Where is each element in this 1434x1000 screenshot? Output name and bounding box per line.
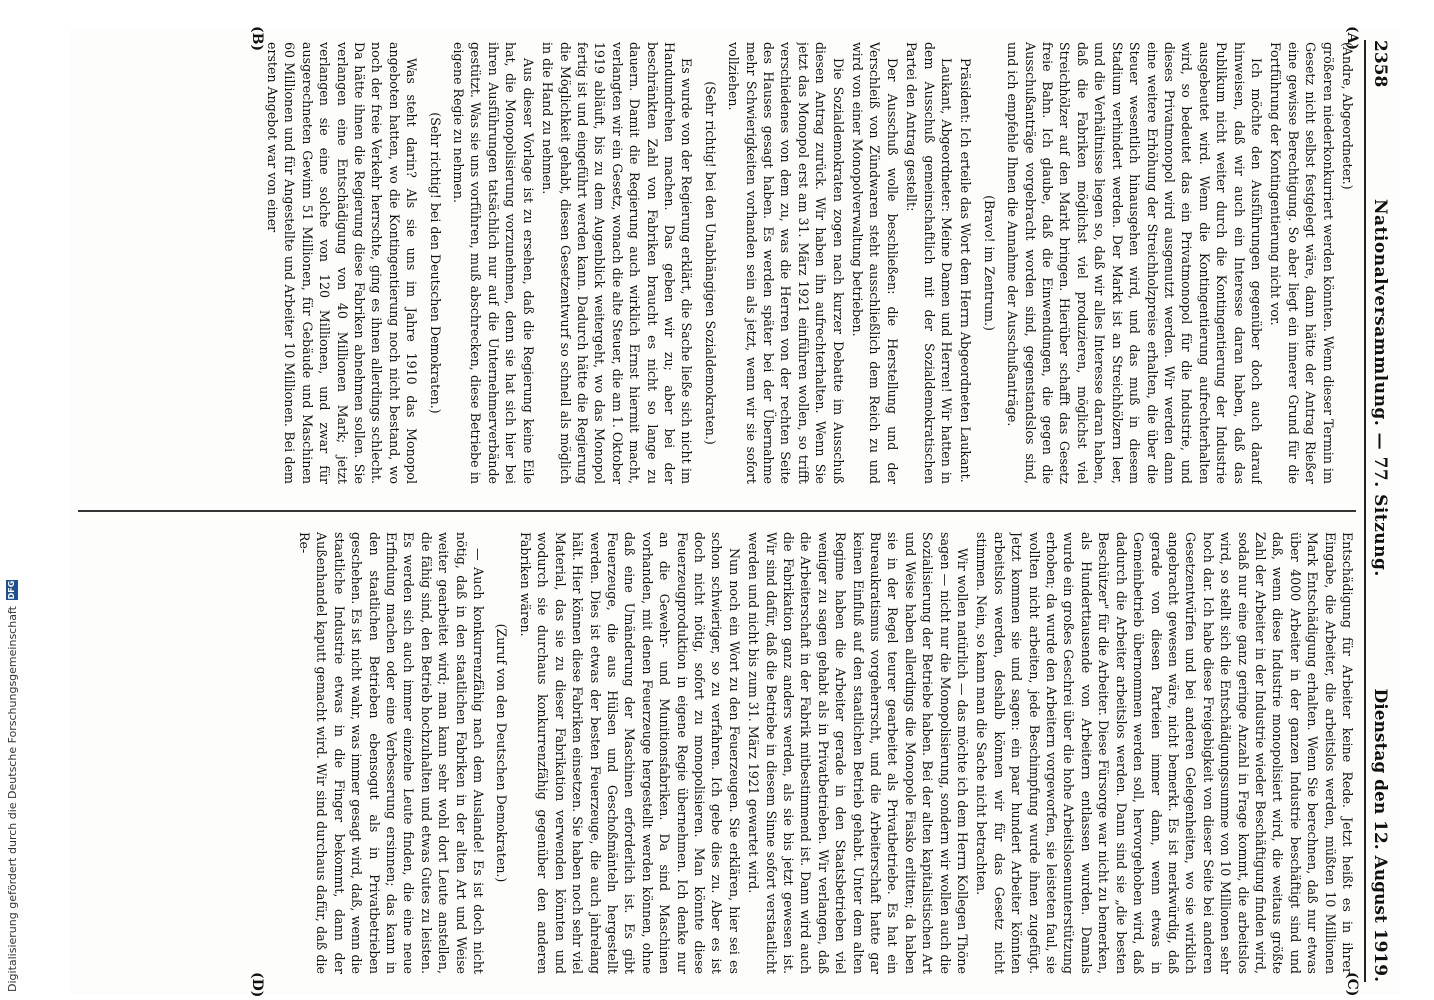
paragraph: Nun noch ein Wort zu den Feuerzeugen. Sie erklären, hier sei es schon schwieriger, so zu verfahren. Ich gebe dies zu. Aber es ist doch nicht nötig, sofort zu monopolisieren. Man könnte diese Feuerzeugproduktion in eigene Regie übernehmen. Ich denke nur an die Gewehr- und Munitionsfabriken. Da sind Maschinen vorhanden, mit denen Feuerzeuge hergestellt werden können, ohne daß eine Umänderung der Maschinen erforderlich ist. Es gibt Feuerzeuge, die aus Hülsen und Geschoßmänteln hergestellt werden. Dies ist etwas der besten Feuerzeuge, die auch jahrelang hält. Hier können diese Fabriken einsetzen. Sie haben noch sehr viel Material, das sie zu dieser Fabrikation verwenden könnten und wodurch sie durchaus konkurrenzfähig gegenüber den anderen Fabriken wären. <box>517 532 742 974</box>
page-header <box>1364 40 1394 982</box>
paragraph: Wir wollen natürlich — das möchte ich dem Herrn Kollegen Thöne sagen — nicht nur die Monopolisierung, sondern wir wollen auch die Sozialisierung der Betriebe haben. Bei der alten kapitalistischen Art und Weise haben allerdings die Monopole Fiasko erlitten; da haben sie in der Regel teurer gearbeitet als Privatbetriebe. Es hat ein Bureaukratismus vorgeherrscht, und die Arbeiterschaft hatte gar keinen Einfluß auf den staatlichen Betrieb gehabt. Unter dem alten Regime haben die Arbeiter gerade in den Staatsbetrieben viel weniger zu sagen gehabt als in Privatbetrieben. Wir verlangen, daß die Arbeiterschaft in der Fabrik mitbestimmend ist. Dann wird auch die Fabrikation ganz anders werden, als sie bis jetzt gewesen ist. Wir sind dafür, daß die Betriebe in diesem Sinne sofort verstaatlicht werden und nicht bis zum 31. März 1921 gewartet wird. <box>746 532 971 974</box>
paragraph: Die Sozialdemokraten zogen nach kurzer Debatte im Ausschuß diesen Antrag zurück. Wir haben ihn aufrechterhalten. Wenn Sie jetzt das Monopol erst am 31. März 1921 einführen wollen, so trifft verschiedenes von dem zu, was die Herren von der rechten Seite des Hauses gesagt haben. Es werden später bei der Übernahme mehr Schwierigkeiten vorhanden sein als jetzt, wenn wir sie sofort vollziehen. <box>726 42 846 484</box>
margin-mark-d: (D) <box>249 972 265 998</box>
dfg-logo-icon: DFG <box>7 580 16 600</box>
running-title: Nationalversammlung. — 77. Sitzung. <box>1370 199 1390 577</box>
paragraph: Aus dieser Vorlage ist zu ersehen, daß die Regierung keine Eile hat, die Monopolisierung vorzunehmen, denn sie hat sich hier bei ihren Ausführungen tatsächlich nur auf die Unternehmerverbände gestützt. Was sie uns vorführen, muß abschrecken, diese Betriebe in eigene Regie zu nehmen. <box>451 42 536 484</box>
digitization-credit <box>4 2 20 992</box>
interjection: (Sehr richtig! bei den Deutschen Demokraten.) <box>427 112 443 414</box>
interjection: (Zuruf von den Deutschen Demokraten.) <box>494 623 510 883</box>
margin-mark-a: (A) <box>1344 26 1360 51</box>
column-divider <box>78 510 1356 512</box>
paragraph: — Auch konkurrenzfähig nach dem Auslande! Es ist doch nicht nötig, daß in den staatlichen Fabriken in der alten Art und Weise weiter gearbeitet wird; man kann sehr wohl dort Leute anstellen, die fähig sind, den Betrieb hochzuhalten und etwas Gutes zu leisten. Es werden sich auch immer einzelne Leute finden, die eine neue Erfindung machen oder eine Verbesserung ersinnen; das kann in den staatlichen Betrieben ebensogut als in Privatbetrieben geschehen. Es ist nicht wahr, was immer gesagt wird, daß, wenn die staatliche Industrie etwas in die Finger bekommt, dann der Außenhandel kaputt gemacht wird. Wir sind durchaus dafür, daß die Re- <box>297 532 487 974</box>
paragraph: Laukant, Abgeordneter: Meine Damen und Herren! Wir hatten in dem Ausschuß gemeinschaftlich mit der Sozialdemokratischen Partei den Antrag gestellt: <box>904 42 955 484</box>
margin-mark-b: (B) <box>249 26 265 52</box>
paragraph: größeren niederkonkurriert werden könnten. Wenn dieser Termin im Gesetz nicht selbst festgelegt wäre, dann hätte der Antrag Rießer eine gewisse Berechtigung. So aber liegt ein innerer Grund für die Fortführung der Kontingentierung nicht vor. <box>1268 42 1336 484</box>
margin-mark-c: (C) <box>1344 972 1360 997</box>
paragraph: Präsident: Ich erteile das Wort dem Herrn Abgeordneten Laukant. <box>958 58 974 483</box>
paragraph: Was steht darin? Als sie uns im Jahre 1910 das Monopol angeboten hatten, wo die Kontingentierung noch nicht bestand, wo noch der freie Verkehr herrschte, ging es ihnen allerdings schlecht. Da hätte ihnen die Regierung diese Fabriken abnehmen sollen. Sie verlangen eine Entschädigung von 40 Millionen Mark; jetzt verlangen sie eine solche von 120 Millionen, und zwar für ausgerechneten Gewinn 51 Millionen, für Gebäude und Maschinen 60 Millionen und für Angestellte und Arbeiter 10 Millionen. Bei dem ersten Angebot war von einer <box>265 42 420 484</box>
page-number: 2358 <box>1370 40 1390 88</box>
scanned-page <box>70 26 1400 998</box>
paragraph: Entschädigung für Arbeiter keine Rede. Jetzt heißt es in ihrer Eingabe, die Arbeiter, die arbeitslos werden, müßten 10 Millionen Mark Entschädigung erhalten. Wenn Sie berechnen, daß nur etwas über 4000 Arbeiter in der ganzen Industrie beschäftigt sind und daß, wenn diese Industrie monopolisiert wird, die weitaus größte Zahl der Arbeiter in der Industrie wieder Beschäftigung finden wird, sodaß nur eine ganz geringe Anzahl in Frage kommt, die arbeitslos wird, so stellt sich die Entschädigungssumme von 10 Millionen sehr hoch dar. Ich habe diese Freigebigkeit von dieser Seite bei anderen Gesetzentwürfen und bei anderen Gelegenheiten, wo sie wirklich angebracht gewesen wäre, nicht bemerkt. Es ist merkwürdig, daß gerade von diesen Parteien immer dann, wenn etwas in Gemeinbetrieb übernommen werden soll, hervorgehoben wird, daß dadurch die Arbeiter arbeitslos werden. Dann sind sie „die besten Beschützer" für die Arbeiter. Diese Fürsorge war nicht zu bemerken, als Hunderttausende von Arbeitern entlassen wurden. Damals wurde ein großes Geschrei über die hohe Arbeitslosenunterstützung erhoben; da wurde den Arbeitern vorgeworfen, sie leisteten faul, sie wollten nicht arbeiten, jede Beschimpfung wurde ihnen zugefügt. Jetzt kommen sie und sagen: ein paar hundert Arbeiter könnten arbeitslos werden, deshalb können wir für das Gesetz nicht stimmen. Nein, so kann man die Sache nicht betrachten. <box>974 532 1355 974</box>
left-column <box>78 42 1356 484</box>
paragraph: Ich möchte den Ausführungen gegenüber doch auch darauf hinweisen, daß wir auch ein Interesse daran haben, daß das Publikum nicht weiter durch die Kontingentierung der Industrie ausgebeutet wird. Wenn die Kontingentierung aufrechterhalten wird, so bedeutet das ein Privatmonopol für die Industrie, und dieses Privatmonopol wird ausgenutzt werden. Wir werden dann eine weitere Erhöhung der Streichholzpreise erhalten, die über die Steuer wesentlich hinausgehen wird, und das muß in diesem Stadium verhindert werden. Der Markt ist an Streichhölzern leer, und die Verhältnisse liegen so, daß wir alles Interesse daran haben, daß die Fabriken möglichst viel produzieren, möglichst viel Streichhölzer auf den Markt bringen. Hierüber schafft das Gesetz freie Bahn. Ich glaube, daß die Einwendungen, die gegen die Ausschußanträge vorgebracht worden sind, gegenstandslos sind, und ich empfehle Ihnen die Annahme der Ausschußanträge. <box>1005 42 1264 484</box>
quoted-motion: Der Ausschuß wolle beschließen: die Herstellung und der Verschleiß von Zündwaren steht ausschließlich dem Reich zu und wird von einer Monopolverwaltung betrieben. <box>850 42 900 484</box>
right-column <box>78 532 1356 974</box>
digitization-credit-text: Digitalisierung gefördert durch die Deutsche Forschungsgemeinschaft <box>5 606 19 992</box>
interjection: (Bravo! im Zentrum.) <box>981 195 997 331</box>
session-date: Dienstag den 12. August 1919. <box>1370 688 1390 982</box>
speaker-note: (Andre, Abgeordneter.) <box>1340 42 1355 190</box>
printed-page <box>70 26 1400 998</box>
paragraph: Es wurde von der Regierung erklärt, die Sache ließe sich nicht im Handumdrehen machen. Das geben wir zu; aber bei der beschränkten Zahl von Fabriken braucht es nicht so lange zu dauern. Damit die Regierung auch wirklich Ernst hiermit macht, verlangten wir ein Gesetz, wonach die alte Steuer, die am 1. Oktober 1919 abläuft, bis zu dem Augenblick weitergeht, wo das Monopol fertig ist und eingeführt werden kann. Dadurch hätte die Regierung die Möglichkeit gehabt, diesen Gesetzentwurf so schnell als möglich in die Hand zu nehmen. <box>540 42 695 484</box>
interjection: (Sehr richtig! bei den Unabhängigen Sozialdemokraten.) <box>702 81 718 445</box>
